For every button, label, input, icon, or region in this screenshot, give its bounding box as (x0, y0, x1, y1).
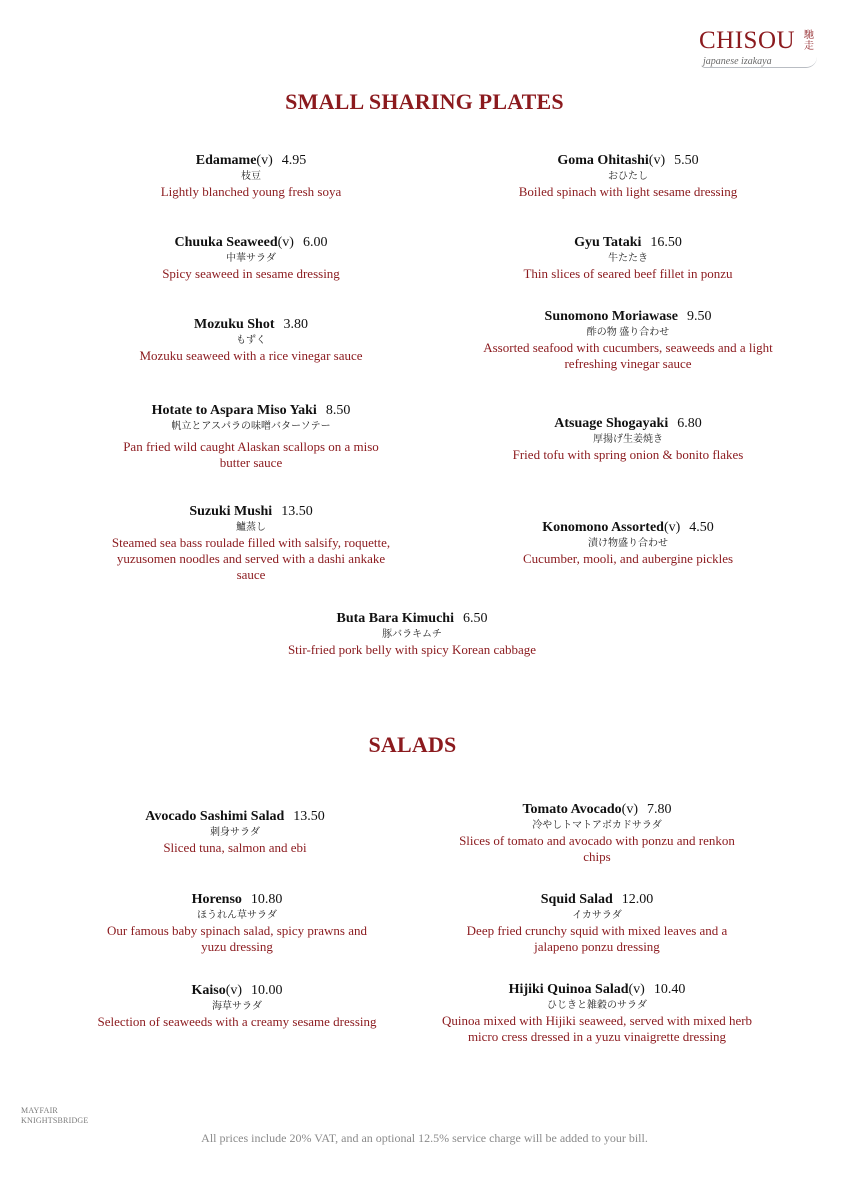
item-price: 13.50 (293, 809, 325, 824)
item-japanese-name: 帆立とアスパラの味噌バターソテー (171, 421, 331, 432)
menu-item-horenso (97, 891, 377, 955)
footer-price-note: All prices include 20% VAT, and an optional 12.5% service charge will be added to your bill. (201, 1131, 648, 1145)
item-price: 10.40 (653, 982, 686, 997)
item-price: 8.50 (325, 403, 351, 418)
item-name-line (91, 234, 411, 251)
item-name: Squid Salad (540, 892, 613, 907)
item-name-line (97, 982, 377, 999)
item-japanese-name: 漬け物盛り合わせ (588, 538, 668, 549)
item-description: Our famous baby spinach salad, spicy prawns and yuzu dressing (107, 923, 367, 954)
menu-item-gyu-tataki (468, 234, 788, 282)
location-knightsbridge: KNIGHTSBRIDGE (21, 1116, 89, 1125)
item-name-line (247, 610, 577, 627)
item-name: Buta Bara Kimuchi (336, 611, 454, 626)
item-description: Boiled spinach with light sesame dressing (518, 184, 738, 199)
item-japanese-name: ひじきと雑穀のサラダ (547, 1000, 647, 1011)
location-mayfair: MAYFAIR (21, 1106, 58, 1115)
item-name: Horenso (191, 892, 242, 907)
menu-item-suzuki-mushi (106, 503, 396, 583)
item-description: Quinoa mixed with Hijiki seaweed, served with mixed herb micro cress dressed in a yuzu vinaigrette dressing (441, 1013, 753, 1044)
item-japanese-name: 牛たたき (608, 253, 648, 264)
vegetarian-mark: (v) (277, 235, 294, 250)
item-description: Cucumber, mooli, and aubergine pickles (522, 551, 734, 566)
item-price: 12.00 (621, 892, 654, 907)
item-name-line (457, 891, 737, 908)
item-description: Pan fried wild caught Alaskan scallops on a miso butter sauce (123, 439, 379, 470)
vegetarian-mark: (v) (256, 153, 273, 168)
brand-tagline: japanese izakaya (703, 56, 772, 67)
item-japanese-name: 厚揚げ生姜焼き (593, 434, 663, 445)
menu-item-atsuage-shogayaki (468, 415, 788, 463)
menu-item-tomato-avocado (457, 801, 737, 865)
item-price: 7.80 (647, 802, 672, 817)
section-title-small-plates: SMALL SHARING PLATES (285, 89, 564, 114)
item-description: Selection of seaweeds with a creamy sesame dressing (97, 1014, 377, 1029)
item-name-line (91, 316, 411, 333)
item-name: Sunomono Moriawase (544, 309, 678, 324)
item-price: 5.50 (674, 153, 699, 168)
item-japanese-name: おひたし (608, 171, 648, 182)
item-name: Edamame (195, 153, 257, 168)
item-japanese-name: 中華サラダ (226, 253, 276, 264)
item-japanese-name: イカサラダ (572, 910, 622, 921)
item-name: Hijiki Quinoa Salad (508, 982, 629, 997)
item-description: Stir-fried pork belly with spicy Korean cabbage (287, 642, 537, 657)
item-name-line (91, 152, 411, 169)
item-name: Atsuage Shogayaki (554, 416, 669, 431)
item-description: Steamed sea bass roulade filled with salsify, roquette, yuzusomen noodles and served with a dashi ankake sauce (111, 535, 391, 582)
item-name-line (463, 308, 793, 325)
item-price: 6.00 (302, 235, 328, 250)
item-name: Konomono Assorted (542, 520, 664, 535)
item-description: Slices of tomato and avocado with ponzu and renkon chips (459, 833, 735, 864)
item-description: Lightly blanched young fresh soya (160, 184, 342, 199)
item-description: Thin slices of seared beef fillet in ponzu (523, 266, 733, 281)
item-japanese-name: 海草サラダ (212, 1001, 262, 1012)
item-name: Goma Ohitashi (557, 153, 649, 168)
item-name-line (106, 503, 396, 520)
item-name: Gyu Tataki (574, 235, 642, 250)
menu-item-hijiki-quinoa-salad (432, 981, 762, 1045)
item-name: Mozuku Shot (193, 317, 275, 332)
item-japanese-name: 枝豆 (241, 171, 261, 182)
item-description: Spicy seaweed in sesame dressing (162, 266, 340, 281)
section-title-salads: SALADS (368, 732, 457, 757)
brand-logo (699, 27, 817, 69)
menu-item-konomono-assorted (468, 519, 788, 567)
menu-item-edamame (91, 152, 411, 200)
item-description: Sliced tuna, salmon and ebi (163, 840, 307, 855)
item-name-line (75, 808, 395, 825)
item-price: 10.80 (250, 892, 283, 907)
brand-kanji: 馳走 (804, 30, 814, 52)
menu-item-mozuku-shot (91, 316, 411, 364)
item-price: 9.50 (686, 309, 712, 324)
item-price: 16.50 (650, 235, 682, 250)
footer-locations (21, 1106, 89, 1126)
item-price: 4.95 (281, 153, 307, 168)
menu-item-buta-bara-kimuchi (247, 610, 577, 658)
item-name: Kaiso (191, 983, 226, 998)
item-japanese-name: ほうれん草サラダ (197, 910, 277, 921)
item-price: 3.80 (283, 317, 309, 332)
item-name-line (111, 402, 391, 419)
item-japanese-name: もずく (236, 335, 266, 346)
item-name-line (468, 152, 788, 169)
item-name: Suzuki Mushi (189, 504, 273, 519)
item-price: 6.50 (462, 611, 488, 626)
item-price: 13.50 (281, 504, 313, 519)
brand-name: CHISOU (699, 27, 796, 54)
vegetarian-mark: (v) (621, 802, 638, 817)
menu-item-goma-ohitashi (468, 152, 788, 200)
item-name-line (468, 519, 788, 536)
item-name-line (97, 891, 377, 908)
item-name-line (457, 801, 737, 818)
menu-item-chuuka-seaweed (91, 234, 411, 282)
menu-item-sunomono-moriawase (463, 308, 793, 372)
item-name: Avocado Sashimi Salad (145, 809, 285, 824)
item-price: 10.00 (251, 983, 283, 998)
item-name-line (468, 234, 788, 251)
menu-item-hotate-aspara (111, 402, 391, 471)
menu-item-avocado-sashimi-salad (75, 808, 395, 856)
item-japanese-name: 鱸蒸し (236, 522, 266, 533)
item-description: Fried tofu with spring onion & bonito flakes (512, 447, 744, 462)
vegetarian-mark: (v) (648, 153, 666, 168)
vegetarian-mark: (v) (628, 982, 645, 997)
menu-item-kaiso (97, 982, 377, 1030)
item-description: Mozuku seaweed with a rice vinegar sauce (139, 348, 363, 363)
item-description: Assorted seafood with cucumbers, seaweeds and a light refreshing vinegar sauce (483, 340, 773, 371)
item-name-line (432, 981, 762, 998)
vegetarian-mark: (v) (663, 520, 681, 535)
item-name: Tomato Avocado (522, 802, 622, 817)
item-name: Hotate to Aspara Miso Yaki (151, 403, 317, 418)
vegetarian-mark: (v) (225, 983, 243, 998)
item-name: Chuuka Seaweed (174, 235, 278, 250)
item-description: Deep fried crunchy squid with mixed leaves and a jalapeno ponzu dressing (466, 923, 728, 954)
item-japanese-name: 酢の物 盛り合わせ (586, 327, 670, 338)
item-japanese-name: 冷やしトマトアボカドサラダ (532, 820, 662, 831)
item-price: 4.50 (689, 520, 714, 535)
item-name-line (468, 415, 788, 432)
item-japanese-name: 刺身サラダ (210, 827, 260, 838)
item-japanese-name: 豚バラキムチ (382, 629, 442, 640)
item-price: 6.80 (677, 416, 702, 431)
menu-item-squid-salad (457, 891, 737, 955)
